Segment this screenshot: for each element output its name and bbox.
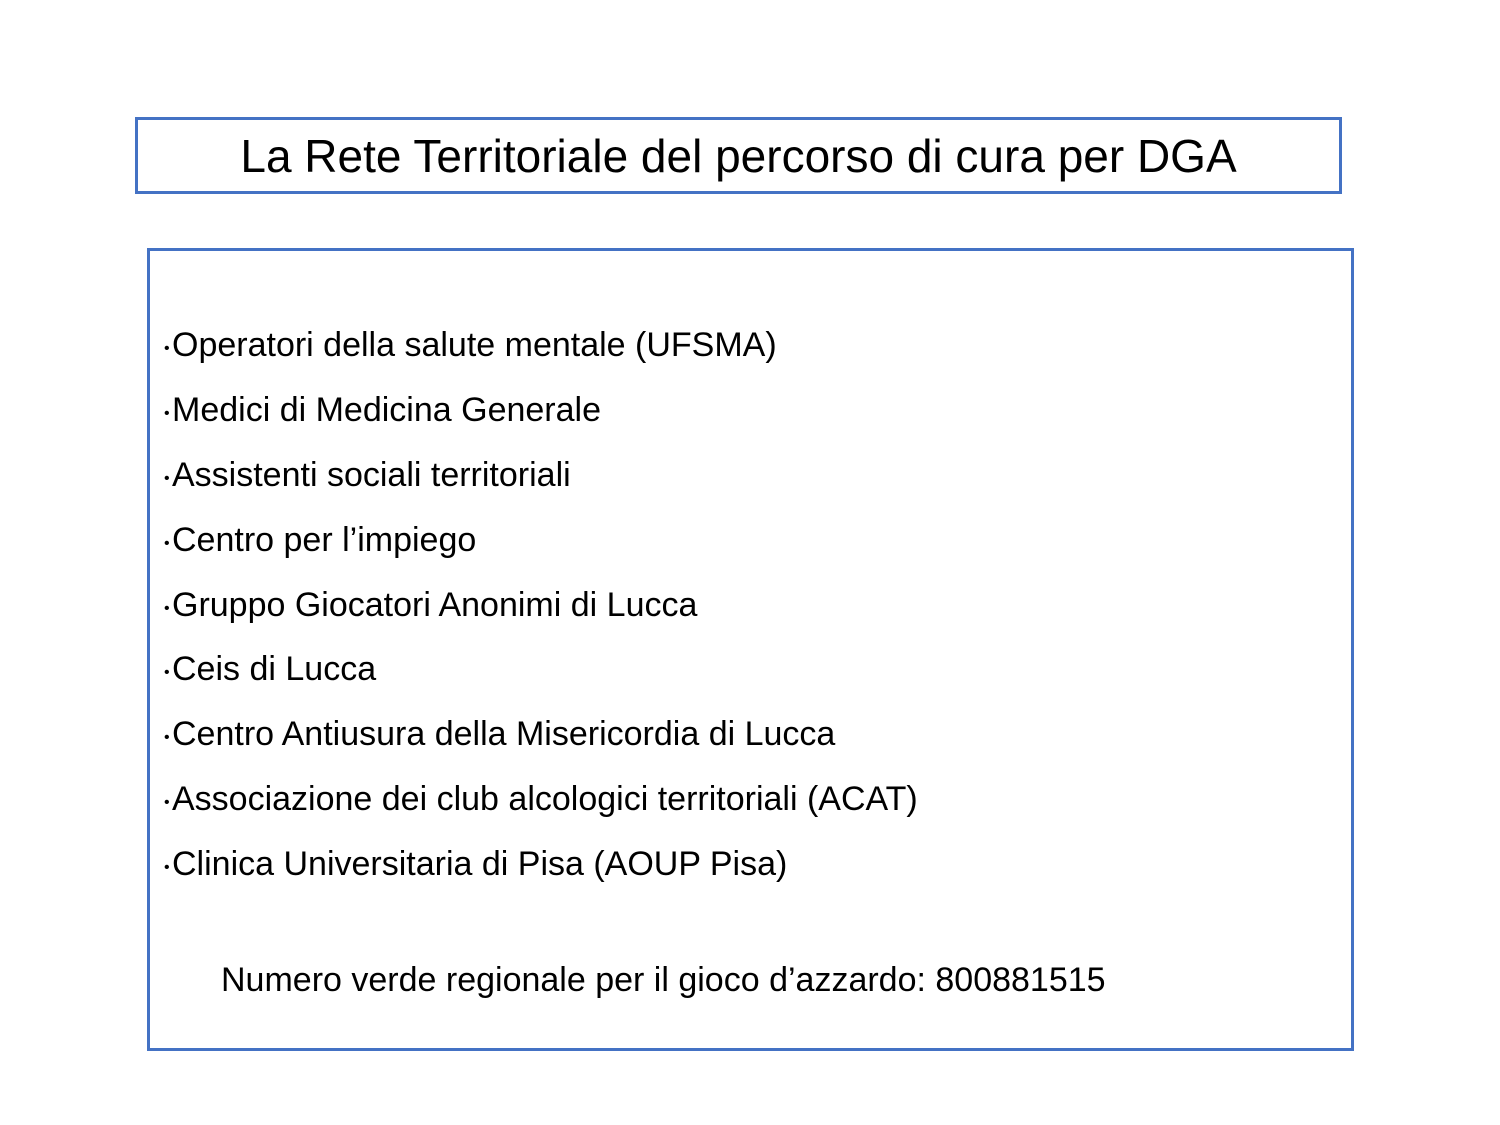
list-item-label: Medici di Medicina Generale — [172, 391, 601, 430]
bullet-icon: • — [164, 858, 170, 876]
bullet-icon: • — [164, 599, 170, 617]
list-item-label: Associazione dei club alcologici territoriali (ACAT) — [172, 779, 918, 818]
list-item — [164, 378, 918, 443]
list-item — [164, 313, 918, 378]
list-item-label: Ceis di Lucca — [172, 650, 377, 689]
list-item — [164, 572, 918, 637]
bullet-icon: • — [164, 534, 170, 552]
list-item — [164, 831, 918, 896]
helpline-text: Numero verde regionale per il gioco d’azzardo: 800881515 — [221, 961, 1106, 999]
title-box — [135, 117, 1342, 194]
bullet-icon: • — [164, 405, 170, 423]
list-item-label: Assistenti sociali territoriali — [172, 455, 571, 494]
list-item-label: Clinica Universitaria di Pisa (AOUP Pisa) — [172, 844, 788, 883]
list-item — [164, 767, 918, 832]
bullet-icon: • — [164, 729, 170, 747]
list-item — [164, 702, 918, 767]
list-item — [164, 507, 918, 572]
list-item — [164, 637, 918, 702]
list-item-label: Centro Antiusura della Misericordia di Lucca — [172, 715, 836, 754]
list-item-label: Centro per l’impiego — [172, 520, 477, 559]
list-item-label: Operatori della salute mentale (UFSMA) — [172, 326, 777, 365]
network-list — [164, 313, 918, 896]
content-box — [147, 248, 1354, 1051]
list-item-label: Gruppo Giocatori Anonimi di Lucca — [172, 585, 698, 624]
bullet-icon: • — [164, 469, 170, 487]
list-item — [164, 443, 918, 508]
slide-title: La Rete Territoriale del percorso di cura per DGA — [240, 129, 1237, 182]
bullet-icon: • — [164, 340, 170, 358]
bullet-icon: • — [164, 793, 170, 811]
bullet-icon: • — [164, 664, 170, 682]
